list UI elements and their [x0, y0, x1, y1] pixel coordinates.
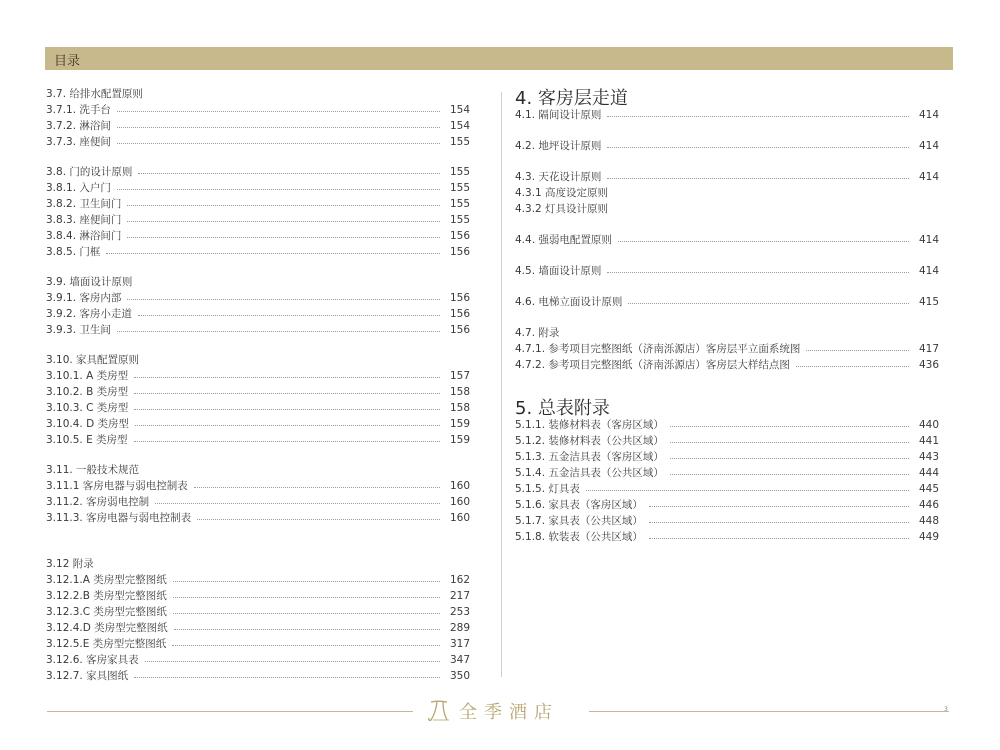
dot-leader [607, 116, 909, 117]
toc-entry-label: 3.12.2.B 类房型完整图纸 [46, 590, 167, 602]
toc-entry-page: 443 [918, 451, 939, 463]
dot-leader [138, 173, 440, 174]
dot-leader [117, 331, 440, 332]
section-title: 5. 总表附录 [515, 398, 610, 419]
column-divider [501, 92, 502, 677]
toc-entry-page: 159 [449, 418, 470, 430]
toc-entry-label: 4.3. 天花设计原则 [515, 171, 602, 183]
dot-leader [134, 409, 440, 410]
toc-entry[interactable] [46, 384, 470, 400]
toc-entry-page: 156 [449, 246, 470, 258]
dot-leader [155, 503, 440, 504]
toc-entry-label: 3.8. 门的设计原则 [46, 166, 133, 178]
toc-entry-page: 156 [449, 324, 470, 336]
dot-leader [670, 442, 909, 443]
toc-entry-page: 414 [918, 109, 939, 121]
toc-entry[interactable] [46, 604, 470, 620]
dot-leader [134, 441, 440, 442]
toc-entry-label: 3.7.2. 淋浴间 [46, 120, 111, 132]
toc-entry[interactable] [46, 368, 470, 384]
toc-entry-label: 3.11.2. 客房弱电控制 [46, 496, 150, 508]
toc-entry-label: 5.1.6. 家具表（客房区域） [515, 499, 643, 511]
toc-entry-label: 3.8.5. 门框 [46, 246, 101, 258]
toc-entry-page: 415 [918, 296, 939, 308]
toc-entry-label: 3.12 附录 [46, 558, 94, 570]
toc-entry-label: 3.12.4.D 类房型完整图纸 [46, 622, 168, 634]
toc-entry[interactable] [515, 497, 939, 513]
page-title: 目录 [54, 54, 81, 69]
toc-entry[interactable] [46, 668, 470, 684]
dot-leader [172, 645, 440, 646]
toc-entry[interactable] [46, 212, 470, 228]
toc-entry-label: 3.12.3.C 类房型完整图纸 [46, 606, 167, 618]
toc-entry-page: 217 [449, 590, 470, 602]
toc-entry-label: 5.1.5. 灯具表 [515, 483, 580, 495]
toc-entry[interactable] [46, 352, 470, 368]
toc-entry-label: 4.7.1. 参考项目完整图纸（济南泺源店）客房层平立面系统图 [515, 343, 801, 355]
toc-entry-label: 3.12.1.A 类房型完整图纸 [46, 574, 167, 586]
footer-rule-right [589, 711, 949, 712]
toc-entry-page: 155 [449, 214, 470, 226]
toc-entry-page: 156 [449, 230, 470, 242]
dot-leader [173, 613, 440, 614]
toc-entry-label: 3.10.4. D 类房型 [46, 418, 129, 430]
toc-entry[interactable] [46, 652, 470, 668]
toc-entry-page: 154 [449, 120, 470, 132]
dot-leader [628, 303, 909, 304]
toc-entry[interactable] [46, 322, 470, 338]
dot-leader [670, 458, 909, 459]
toc-entry-label: 3.10. 家具配置原则 [46, 354, 140, 366]
toc-entry[interactable] [515, 263, 939, 279]
toc-entry-page: 414 [918, 234, 939, 246]
toc-entry-label: 3.8.3. 座便间门 [46, 214, 122, 226]
toc-entry[interactable] [515, 341, 939, 357]
toc-entry-label: 3.7.1. 洗手台 [46, 104, 111, 116]
dot-leader [134, 677, 440, 678]
toc-entry-label: 5.1.3. 五金洁具表（客房区域） [515, 451, 664, 463]
toc-entry-page: 414 [918, 171, 939, 183]
toc-entry-page: 289 [449, 622, 470, 634]
toc-entry[interactable] [515, 169, 939, 185]
toc-entry[interactable] [46, 306, 470, 322]
toc-entry-label: 3.10.5. E 类房型 [46, 434, 128, 446]
toc-entry-label: 3.11.3. 客房电器与弱电控制表 [46, 512, 192, 524]
brand-name: 全季酒店 [459, 702, 559, 723]
dot-leader [670, 426, 909, 427]
toc-entry[interactable] [46, 228, 470, 244]
toc-entry[interactable] [515, 433, 939, 449]
toc-entry-label: 5.1.1. 装修材料表（客房区域） [515, 419, 664, 431]
toc-entry-label: 5.1.8. 软装表（公共区域） [515, 531, 643, 543]
toc-entry[interactable] [46, 180, 470, 196]
toc-entry-label: 3.9.2. 客房小走道 [46, 308, 132, 320]
toc-entry[interactable] [46, 196, 470, 212]
dot-leader [197, 519, 440, 520]
toc-entry-label: 4.3.2 灯具设计原则 [515, 203, 609, 215]
toc-entry-page: 436 [918, 359, 939, 371]
toc-entry-page: 414 [918, 140, 939, 152]
toc-entry-label: 5.1.7. 家具表（公共区域） [515, 515, 643, 527]
toc-entry[interactable] [515, 417, 939, 433]
toc-entry-page: 440 [918, 419, 939, 431]
toc-entry[interactable] [46, 494, 470, 510]
brand-logo [425, 697, 559, 725]
dot-leader [127, 237, 440, 238]
toc-entry-page: 417 [918, 343, 939, 355]
toc-entry[interactable] [46, 134, 470, 150]
toc-entry-page: 155 [449, 136, 470, 148]
toc-entry[interactable] [46, 290, 470, 306]
toc-entry[interactable] [46, 478, 470, 494]
toc-entry-label: 3.11.1 客房电器与弱电控制表 [46, 480, 188, 492]
toc-entry-label: 3.8.2. 卫生间门 [46, 198, 122, 210]
dot-leader [607, 147, 909, 148]
toc-entry-page: 444 [918, 467, 939, 479]
toc-entry-label: 3.9. 墙面设计原则 [46, 276, 133, 288]
toc-entry-page: 156 [449, 292, 470, 304]
toc-entry-label: 4.6. 电梯立面设计原则 [515, 296, 623, 308]
toc-entry[interactable] [515, 481, 939, 497]
dot-leader [649, 522, 909, 523]
toc-entry-label: 4.2. 地坪设计原则 [515, 140, 602, 152]
dot-leader [145, 661, 440, 662]
dot-leader [173, 581, 440, 582]
dot-leader [173, 597, 440, 598]
dot-leader [607, 272, 909, 273]
dot-leader [138, 315, 440, 316]
toc-entry-label: 3.9.1. 客房内部 [46, 292, 122, 304]
toc-entry-label: 3.7.3. 座便间 [46, 136, 111, 148]
toc-entry[interactable] [46, 244, 470, 260]
dot-leader [134, 393, 440, 394]
toc-entry-label: 3.10.2. B 类房型 [46, 386, 129, 398]
toc-entry[interactable] [46, 510, 470, 526]
toc-entry-label: 3.12.5.E 类房型完整图纸 [46, 638, 167, 650]
dot-leader [796, 366, 909, 367]
dot-leader [135, 425, 440, 426]
toc-entry[interactable] [515, 325, 939, 341]
toc-entry-page: 445 [918, 483, 939, 495]
toc-entry-page: 347 [449, 654, 470, 666]
toc-entry[interactable] [46, 86, 470, 102]
toc-entry[interactable] [515, 529, 939, 545]
toc-entry-label: 3.8.1. 入户门 [46, 182, 111, 194]
toc-entry-label: 5.1.4. 五金洁具表（公共区域） [515, 467, 664, 479]
dot-leader [194, 487, 440, 488]
toc-entry-label: 5.1.2. 装修材料表（公共区域） [515, 435, 664, 447]
toc-entry[interactable] [515, 107, 939, 123]
toc-entry[interactable] [46, 572, 470, 588]
toc-entry-page: 160 [449, 496, 470, 508]
toc-entry-label: 3.10.3. C 类房型 [46, 402, 129, 414]
toc-entry-label: 3.11. 一般技术规范 [46, 464, 140, 476]
dot-leader [607, 178, 909, 179]
toc-entry[interactable] [515, 138, 939, 154]
toc-entry[interactable] [46, 400, 470, 416]
toc-entry-page: 317 [449, 638, 470, 650]
dot-leader [127, 221, 440, 222]
dot-leader [117, 189, 440, 190]
toc-entry-label: 3.10.1. A 类房型 [46, 370, 129, 382]
dot-leader [127, 299, 440, 300]
toc-entry[interactable] [515, 185, 939, 201]
toc-entry-page: 449 [918, 531, 939, 543]
toc-entry-page: 155 [449, 198, 470, 210]
toc-entry[interactable] [515, 232, 939, 248]
toc-entry-page: 441 [918, 435, 939, 447]
toc-entry-page: 155 [449, 166, 470, 178]
dot-leader [618, 241, 909, 242]
toc-entry-page: 155 [449, 182, 470, 194]
page-number: 3 [944, 706, 948, 713]
toc-entry[interactable] [46, 432, 470, 448]
toc-entry[interactable] [515, 201, 939, 217]
toc-entry-label: 3.12.6. 客房家具表 [46, 654, 139, 666]
toc-entry-label: 4.4. 强弱电配置原则 [515, 234, 612, 246]
ji-logo-icon [425, 698, 451, 724]
dot-leader [134, 377, 440, 378]
toc-entry-page: 160 [449, 512, 470, 524]
header-bar [45, 47, 953, 70]
footer-rule-left [47, 711, 413, 712]
toc-entry[interactable] [515, 513, 939, 529]
toc-entry-label: 4.1. 隔间设计原则 [515, 109, 602, 121]
toc-entry-page: 154 [449, 104, 470, 116]
section-title: 4. 客房层走道 [515, 88, 628, 109]
toc-entry[interactable] [515, 294, 939, 310]
toc-entry-label: 3.8.4. 淋浴间门 [46, 230, 122, 242]
toc-entry-page: 446 [918, 499, 939, 511]
toc-entry-label: 4.5. 墙面设计原则 [515, 265, 602, 277]
toc-entry[interactable] [46, 636, 470, 652]
toc-entry-label: 4.3.1 高度设定原则 [515, 187, 609, 199]
toc-entry[interactable] [46, 620, 470, 636]
toc-entry-page: 448 [918, 515, 939, 527]
dot-leader [806, 350, 909, 351]
toc-entry-page: 158 [449, 402, 470, 414]
toc-entry-label: 4.7. 附录 [515, 327, 560, 339]
toc-entry-page: 414 [918, 265, 939, 277]
toc-entry-label: 3.12.7. 家具图纸 [46, 670, 129, 682]
toc-entry[interactable] [46, 556, 470, 572]
toc-entry-page: 159 [449, 434, 470, 446]
dot-leader [649, 506, 909, 507]
dot-leader [106, 253, 440, 254]
dot-leader [127, 205, 440, 206]
toc-entry[interactable] [515, 449, 939, 465]
toc-entry-page: 162 [449, 574, 470, 586]
dot-leader [174, 629, 440, 630]
dot-leader [117, 111, 440, 112]
toc-entry[interactable] [46, 462, 470, 478]
dot-leader [117, 143, 440, 144]
dot-leader [649, 538, 909, 539]
dot-leader [586, 490, 909, 491]
toc-entry[interactable] [46, 274, 470, 290]
toc-entry-page: 350 [449, 670, 470, 682]
toc-entry[interactable] [46, 164, 470, 180]
toc-entry[interactable] [515, 465, 939, 481]
toc-entry[interactable] [46, 102, 470, 118]
toc-entry[interactable] [46, 416, 470, 432]
toc-entry[interactable] [46, 588, 470, 604]
toc-entry-page: 160 [449, 480, 470, 492]
toc-entry[interactable] [515, 357, 939, 373]
dot-leader [117, 127, 440, 128]
toc-entry-page: 156 [449, 308, 470, 320]
toc-entry-page: 158 [449, 386, 470, 398]
toc-entry[interactable] [46, 118, 470, 134]
toc-entry-label: 3.7. 给排水配置原则 [46, 88, 143, 100]
toc-entry-label: 3.9.3. 卫生间 [46, 324, 111, 336]
toc-entry-page: 157 [449, 370, 470, 382]
dot-leader [670, 474, 909, 475]
toc-entry-label: 4.7.2. 参考项目完整图纸（济南泺源店）客房层大样结点图 [515, 359, 790, 371]
toc-entry-page: 253 [449, 606, 470, 618]
